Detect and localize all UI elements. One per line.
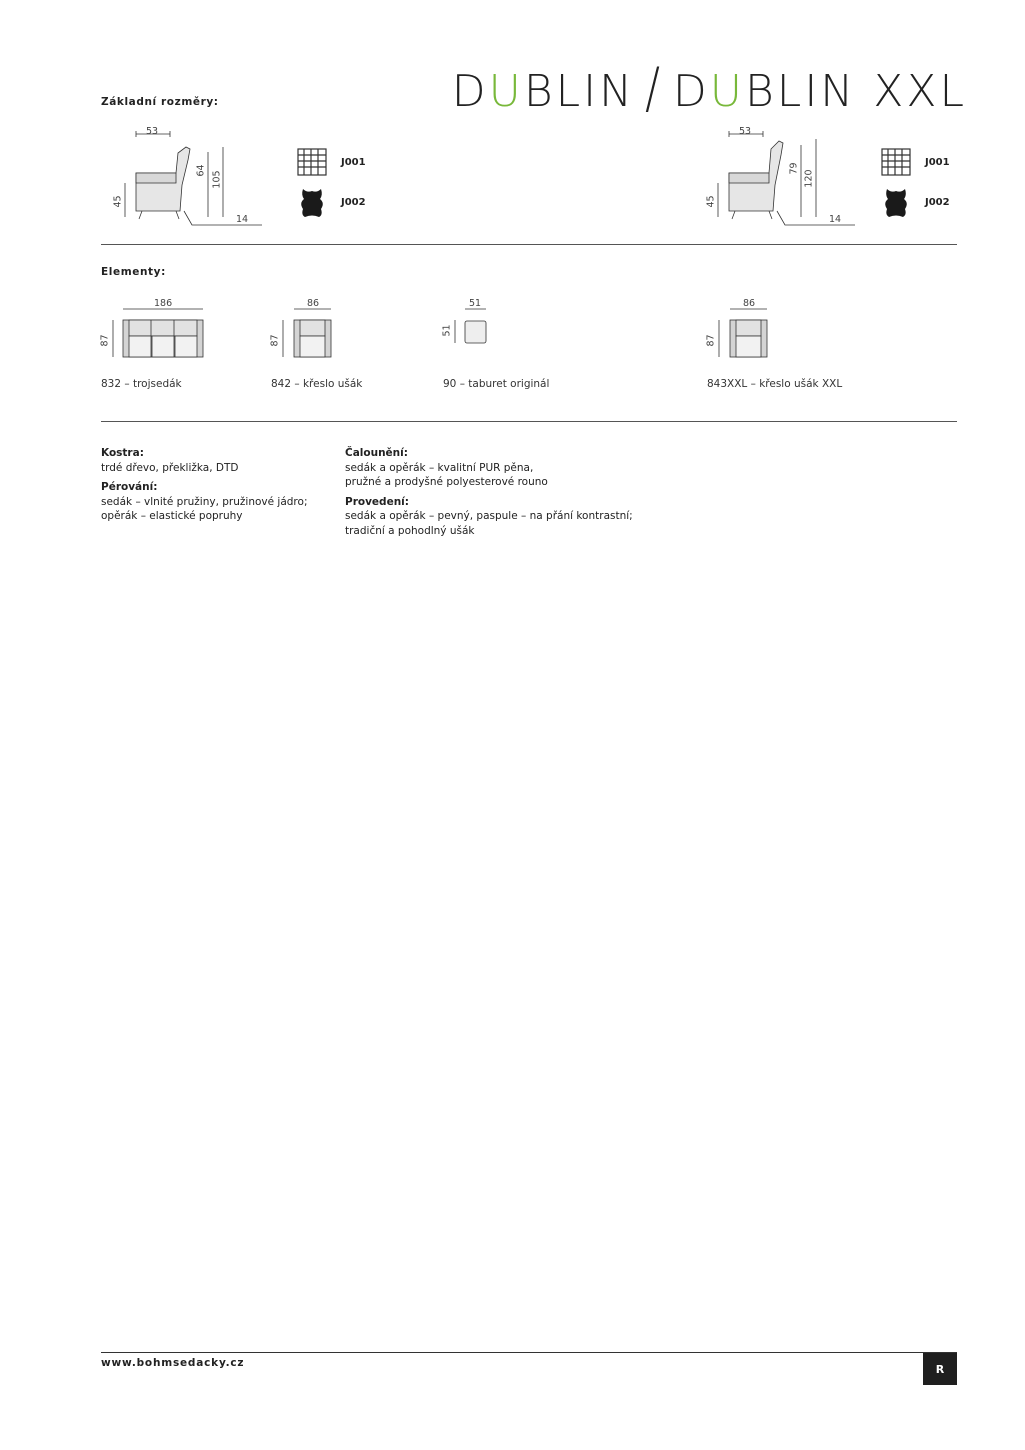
upholstery-line-1: sedák a opěrák – kvalitní PUR pěna, (345, 461, 534, 474)
dublin-xxl-total-height-dim: 120 (803, 169, 815, 188)
dublin-xxl-side-view (703, 125, 883, 235)
dublin-xxl-seat-height-dim: 45 (705, 195, 717, 208)
title-xxl-u: U (709, 66, 745, 117)
footer-badge: R (923, 1353, 957, 1385)
element-843xxl-plan (716, 305, 796, 365)
element-843xxl-caption: 843XXL – křeslo ušák XXL (707, 378, 843, 390)
element-832-width: 186 (154, 298, 173, 309)
material-code-j002: J002 (341, 197, 366, 208)
title-xxl-rest: BLIN XXL (745, 66, 967, 117)
upholstery-label: Čalounění: (345, 447, 408, 459)
dublin-xxl-leg-dim: 14 (829, 214, 842, 225)
leather-icon-xxl (881, 187, 911, 219)
title-dublin-u: U (488, 66, 524, 117)
dublin-xxl-back-height-dim: 79 (788, 162, 800, 175)
springs-line-2: opěrák – elastické popruhy (101, 510, 243, 522)
dublin-back-height-dim: 64 (195, 164, 207, 177)
element-90-caption: 90 – taburet originál (443, 378, 550, 390)
dublin-seat-height-dim: 45 (112, 195, 124, 208)
specs-left-column (101, 446, 307, 524)
element-90-width: 51 (469, 298, 482, 309)
title-slash: / (645, 57, 663, 121)
material-code-j002-xxl: J002 (925, 197, 950, 208)
frame-value: trdé dřevo, překližka, DTD (101, 461, 239, 474)
title-xxl-d: D (672, 66, 710, 117)
element-843xxl-height: 87 (705, 334, 717, 347)
frame-label: Kostra: (101, 447, 144, 459)
title-dublin-d: D (451, 66, 489, 117)
dublin-side-view (110, 125, 290, 235)
elements-label: Elementy: (101, 266, 166, 278)
element-843xxl-width: 86 (743, 298, 756, 309)
fabric-icon (297, 148, 327, 176)
dublin-xxl-width-dim: 53 (739, 126, 752, 137)
material-code-j001-xxl: J001 (925, 157, 950, 168)
element-842-plan (280, 305, 340, 365)
springs-line-1: sedák – vlnité pružiny, pružinové jádro; (101, 495, 308, 508)
springs-label: Pérování: (101, 481, 158, 493)
design-line-1: sedák a opěrák – pevný, paspule – na přání kontrastní; (345, 510, 633, 522)
element-832-plan (110, 305, 220, 365)
element-832-caption: 832 – trojsedák (101, 378, 182, 390)
element-90-height: 51 (441, 324, 453, 337)
fabric-icon-xxl (881, 148, 911, 176)
design-line-2: tradiční a pohodlný ušák (345, 524, 475, 537)
dublin-total-height-dim: 105 (211, 170, 223, 189)
divider-2 (101, 421, 957, 422)
design-label: Provedení: (345, 495, 409, 508)
divider-1 (101, 244, 957, 245)
leather-icon (297, 187, 327, 219)
element-842-height: 87 (269, 334, 281, 347)
element-90-plan (452, 305, 502, 355)
basic-dimensions-label: Základní rozměry: (101, 96, 219, 108)
page-title (451, 57, 967, 121)
footer-url-link[interactable]: www.bohmsedacky.cz (101, 1357, 245, 1369)
dublin-width-dim: 53 (146, 126, 159, 137)
title-dublin-rest: BLIN (523, 66, 636, 117)
element-842-width: 86 (307, 298, 320, 309)
material-code-j001: J001 (341, 157, 366, 168)
element-832-height: 87 (99, 334, 111, 347)
dublin-leg-dim: 14 (236, 214, 249, 225)
footer-divider (101, 1352, 957, 1353)
element-842-caption: 842 – křeslo ušák (271, 378, 363, 390)
specs-right-column (345, 446, 633, 538)
upholstery-line-2: pružné a prodyšné polyesterové rouno (345, 476, 548, 488)
